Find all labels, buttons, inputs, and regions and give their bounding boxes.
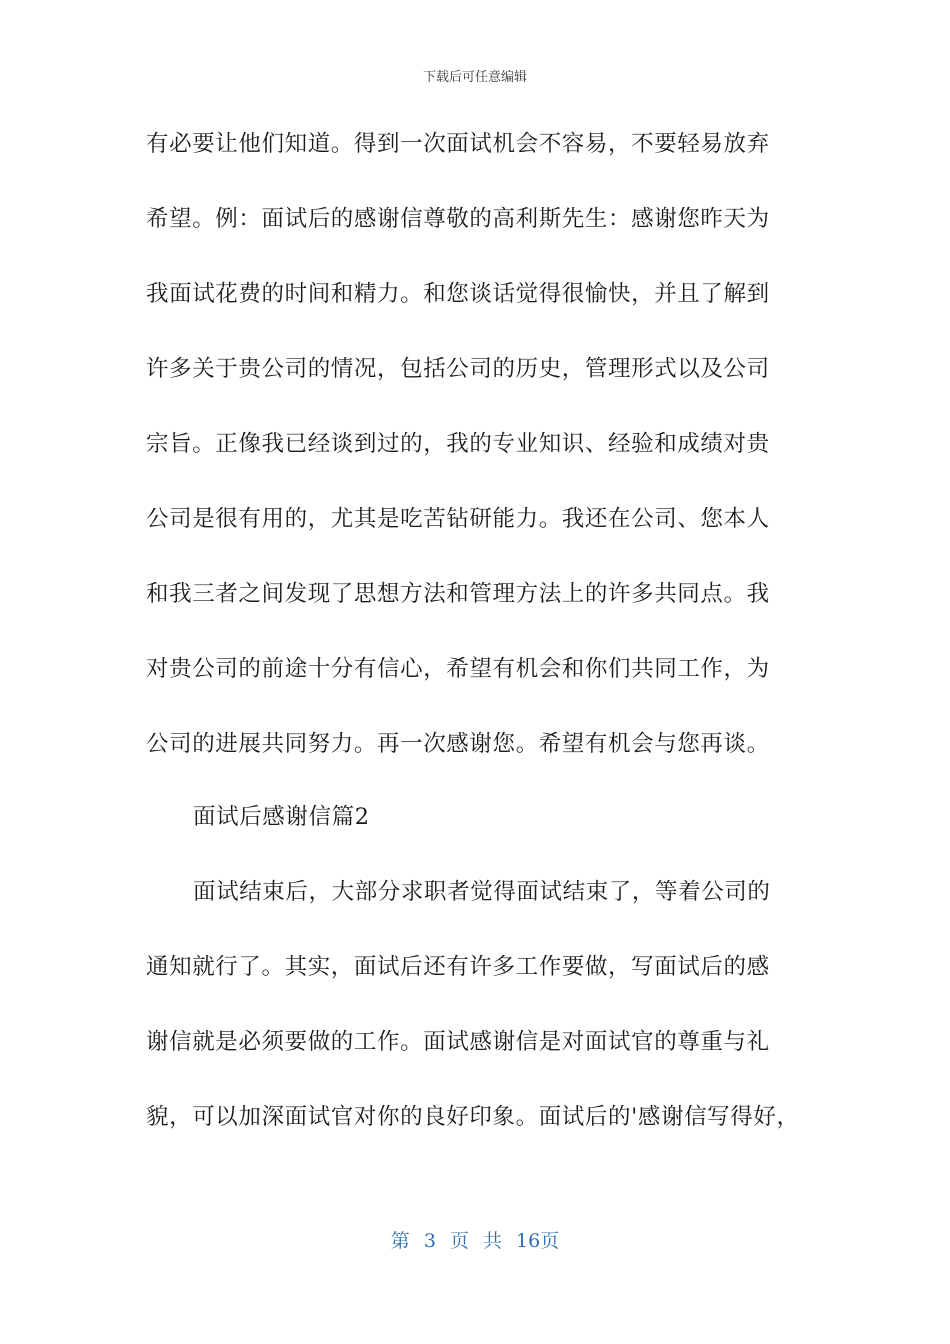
body-line: 有必要让他们知道。得到一次面试机会不容易，不要轻易放弃	[146, 131, 770, 157]
body-line: 我面试花费的时间和精力。和您谈话觉得很愉快，并且了解到	[146, 281, 770, 307]
page-header: 下载后可任意编辑	[422, 70, 527, 85]
body-line: 貌，可以加深面试官对你的良好印象。面试后的'感谢信写得好，	[146, 1104, 800, 1130]
body-line: 和我三者之间发现了思想方法和管理方法上的许多共同点。我	[146, 581, 770, 607]
body-line: 谢信就是必须要做的工作。面试感谢信是对面试官的尊重与礼	[146, 1029, 770, 1055]
body-line: 对贵公司的前途十分有信心，希望有机会和你们共同工作，为	[146, 656, 770, 682]
body-line: 公司的进展共同努力。再一次感谢您。希望有机会与您再谈。	[146, 731, 770, 757]
body-line: 宗旨。正像我已经谈到过的，我的专业知识、经验和成绩对贵	[146, 431, 770, 457]
section-heading: 面试后感谢信篇2	[193, 804, 370, 830]
body-line: 公司是很有用的，尤其是吃苦钻研能力。我还在公司、您本人	[146, 506, 770, 532]
body-line: 希望。例：面试后的感谢信尊敬的高利斯先生：感谢您昨天为	[146, 206, 770, 232]
body-line: 面试结束后，大部分求职者觉得面试结束了，等着公司的	[193, 879, 771, 905]
page-number: 第 3 页 共 16页	[390, 1230, 560, 1252]
body-line: 通知就行了。其实，面试后还有许多工作要做，写面试后的感	[146, 954, 770, 980]
body-line: 许多关于贵公司的情况，包括公司的历史，管理形式以及公司	[146, 356, 770, 382]
